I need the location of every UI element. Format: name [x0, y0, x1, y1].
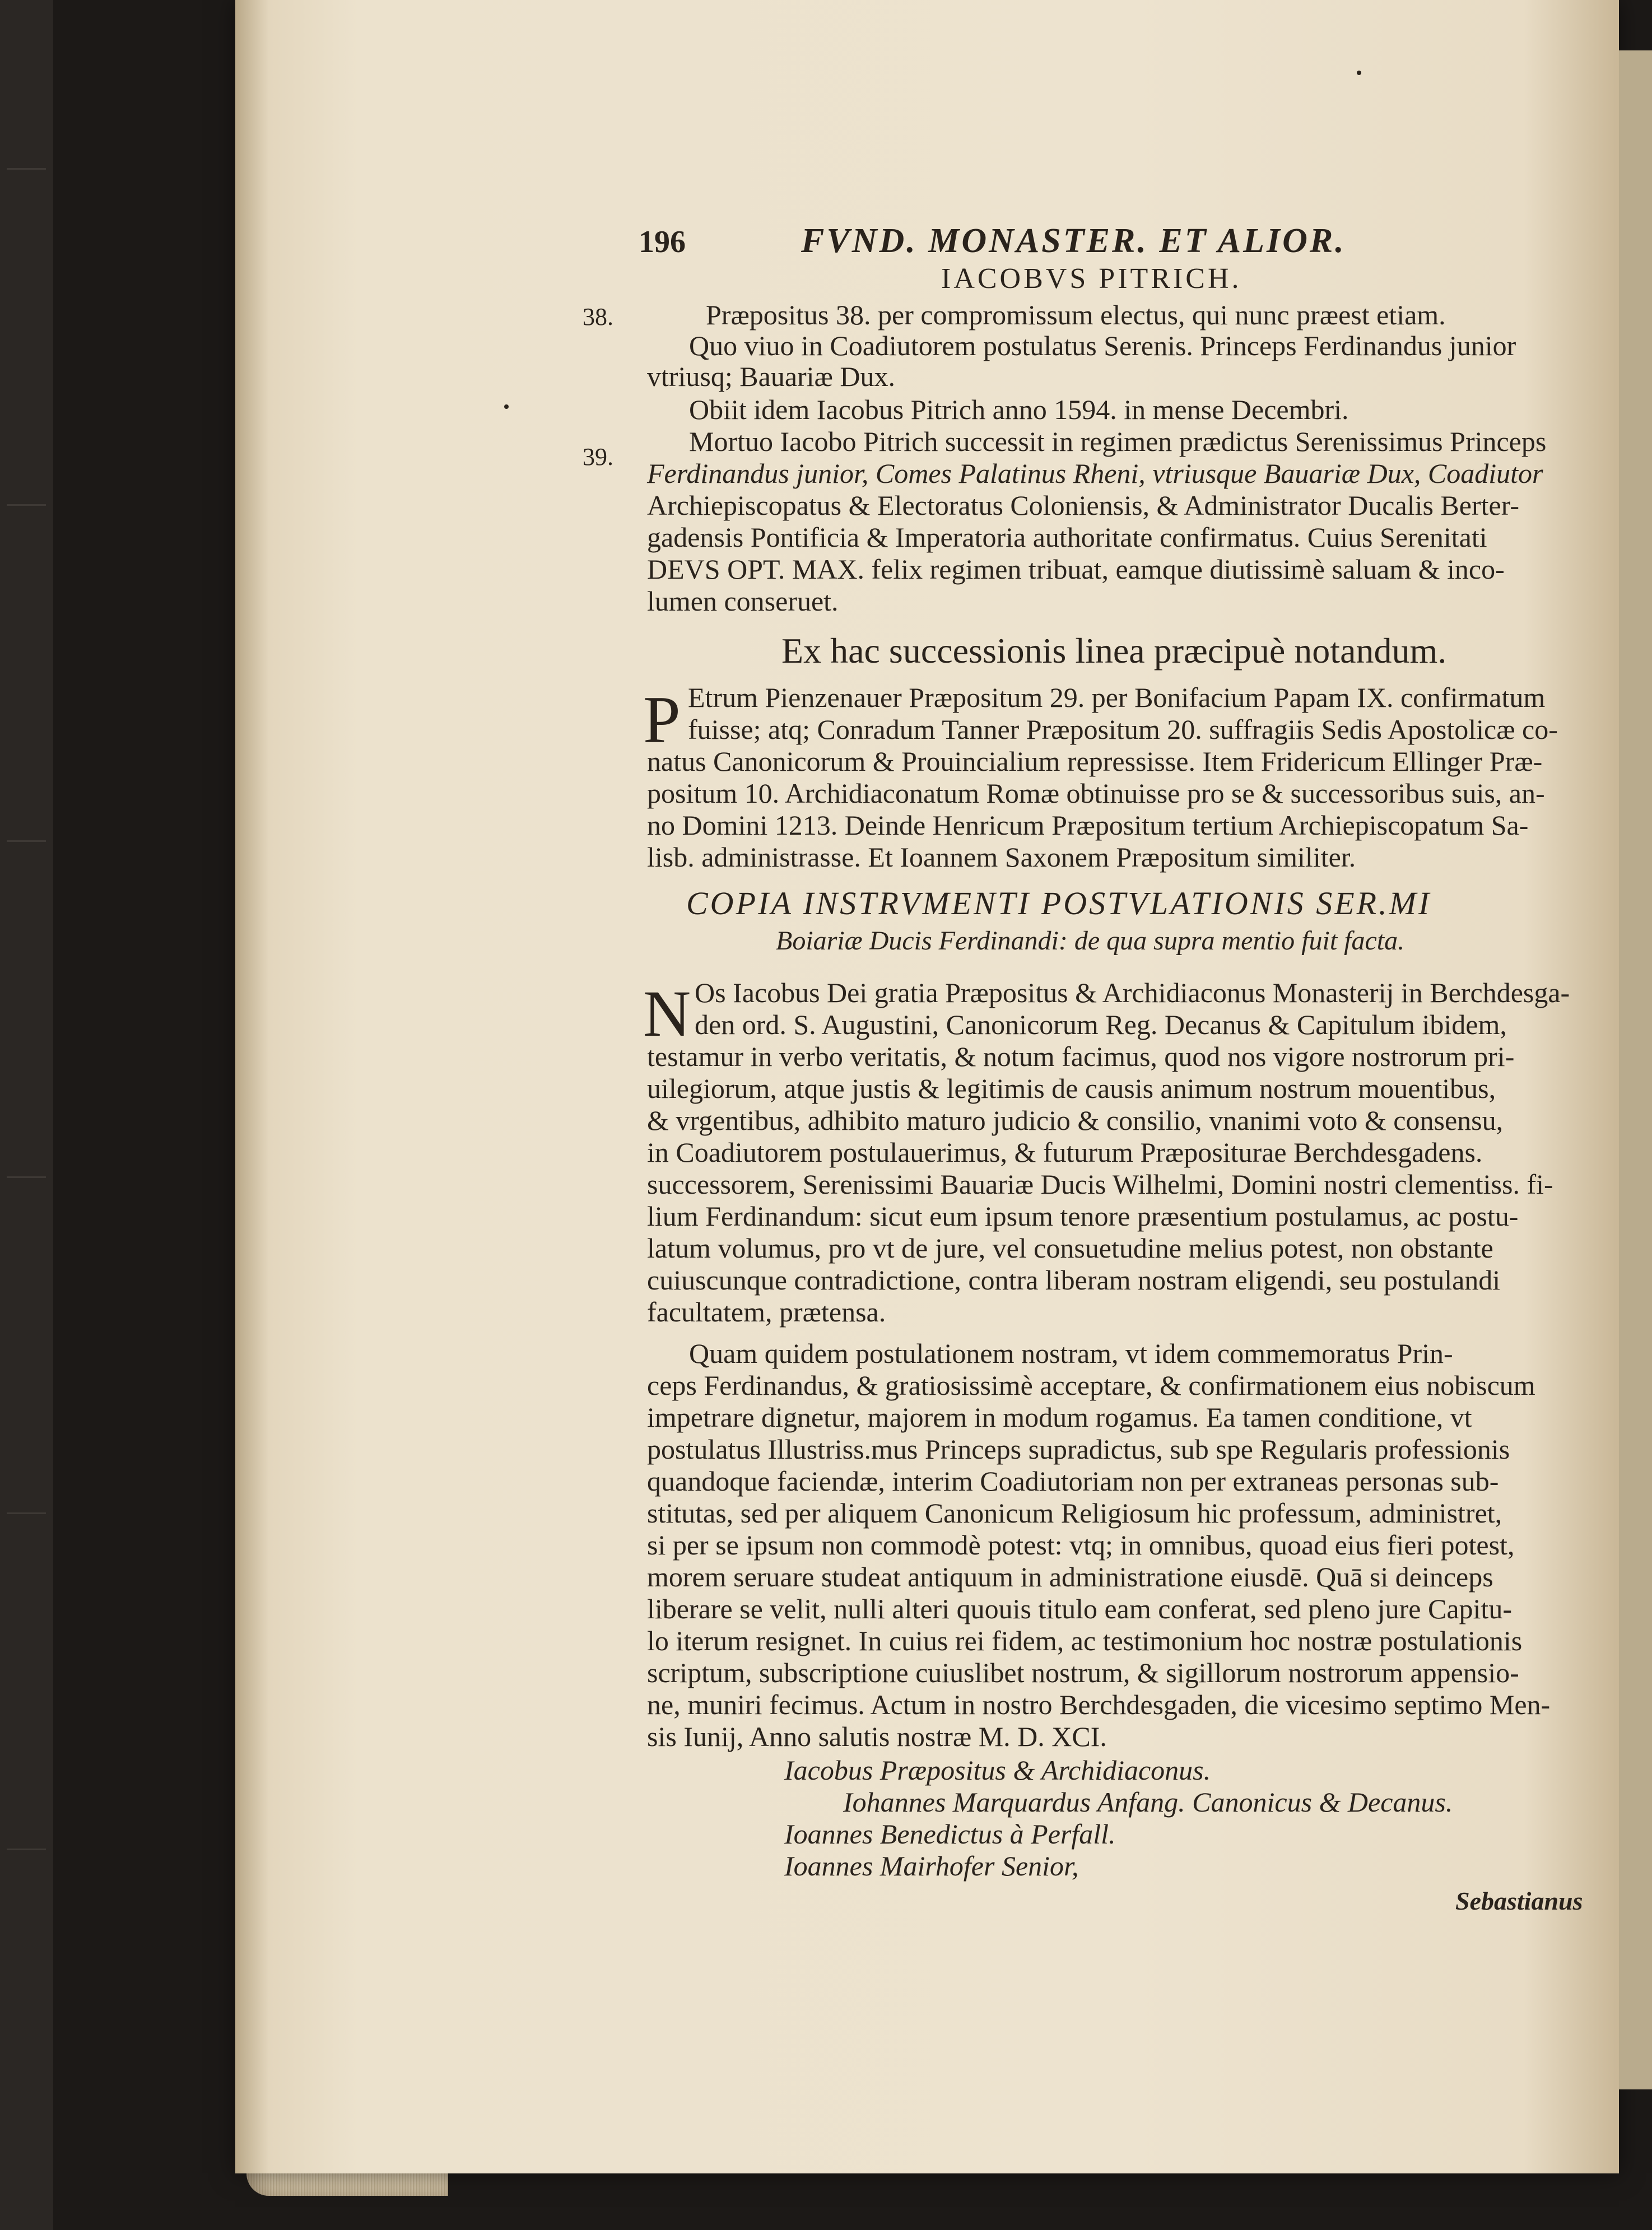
text-line: Præpositus 38. per compromissum electus, qui nunc præest etiam. — [706, 299, 1446, 330]
margin-number-39: 39. — [583, 443, 613, 471]
text-line: Quo viuo in Coadiutorem postulatus Serenis. Princeps Ferdinandus junior — [689, 330, 1516, 361]
text-line: stitutas, sed per aliquem Canonicum Religiosum hic professum, administret, — [647, 1497, 1502, 1529]
signature-line: Iohannes Marquardus Anfang. Canonicus & Decanus. — [843, 1786, 1453, 1818]
catchword: Sebastianus — [1455, 1887, 1583, 1915]
text-line: natus Canonicorum & Prouincialium repressisse. Item Fridericum Ellinger Præ- — [647, 746, 1543, 777]
text-line: sis Iunij, Anno salutis nostræ M. D. XCI. — [647, 1721, 1107, 1752]
text-line: postulatus Illustriss.mus Princeps supradictus, sub spe Regularis professionis — [647, 1433, 1510, 1465]
text-line: scriptum, subscriptione cuiuslibet nostrum, & sigillorum nostrorum appensio- — [647, 1657, 1519, 1688]
drop-cap: P — [643, 682, 681, 757]
text-line: si per se ipsum non commodè potest: vtq; in omnibus, quoad eius fieri potest, — [647, 1529, 1515, 1561]
text-line: Etrum Pienzenauer Præpositum 29. per Bonifacium Papam IX. confirmatum — [688, 682, 1546, 713]
text-line: gadensis Pontificia & Imperatoria authoritate confirmatus. Cuius Serenitati — [647, 522, 1487, 553]
text-line: DEVS OPT. MAX. felix regimen tribuat, eamque diutissimè saluam & inco- — [647, 553, 1505, 585]
margin-dot — [1357, 71, 1361, 75]
text-line: morem seruare studeat antiquum in administratione eiusdē. Quā si deinceps — [647, 1561, 1493, 1593]
text-line: vtriusq; Bauariæ Dux. — [647, 361, 896, 392]
signature-line: Ioannes Benedictus à Perfall. — [784, 1818, 1116, 1850]
text-line: positum 10. Archidiaconatum Romæ obtinuisse pro se & successoribus suis, an- — [647, 778, 1545, 809]
text-line: den ord. S. Augustini, Canonicorum Reg. Decanus & Capitulum ibidem, — [695, 1009, 1507, 1040]
text-line: latum volumus, pro vt de jure, vel consuetudine melius potest, non obstante — [647, 1232, 1493, 1264]
text-line: in Coadiutorem postulauerimus, & futurum Præpositurae Berchdesgadens. — [647, 1137, 1483, 1168]
margin-number-38: 38. — [583, 303, 613, 330]
text-line: successorem, Serenissimi Bauariæ Ducis Wilhelmi, Domini nostri clementiss. fi- — [647, 1168, 1553, 1200]
text-line: impetrare dignetur, majorem in modum rogamus. Ea tamen conditione, vt — [647, 1402, 1472, 1433]
text-line: lumen conseruet. — [647, 585, 839, 617]
text-line: testamur in verbo veritatis, & notum facimus, quod nos vigore nostrorum pri- — [647, 1041, 1515, 1072]
margin-dot — [504, 404, 509, 409]
text-line: & vrgentibus, adhibito maturo judicio & consilio, vnanimi voto & consensu, — [647, 1105, 1504, 1136]
text-line: no Domini 1213. Deinde Henricum Præpositum tertium Archiepiscopatum Sa- — [647, 809, 1529, 841]
running-title: FVND. MONASTER. ET ALIOR. — [801, 222, 1346, 260]
text-line: ne, muniri fecimus. Actum in nostro Berchdesgaden, die vicesimo septimo Men- — [647, 1689, 1551, 1720]
signature-line: Iacobus Præpositus & Archidiaconus. — [784, 1754, 1211, 1786]
text-line: cuiuscunque contradictione, contra liberam nostram eligendi, seu postulandi — [647, 1264, 1501, 1296]
text-line: facultatem, prætensa. — [647, 1296, 886, 1328]
text-line: quandoque faciendæ, interim Coadiutoriam non per extraneas personas sub- — [647, 1465, 1499, 1497]
text-line: uilegiorum, atque justis & legitimis de causis animum nostrum mouentibus, — [647, 1073, 1496, 1104]
text-line: liberare se velit, nulli alteri quouis titulo eam conferat, sed pleno jure Capitu- — [647, 1593, 1512, 1624]
text-line: lo iterum resignet. In cuius rei fidem, ac testimonium hoc nostræ postulationis — [647, 1625, 1523, 1656]
text-line: Archiepiscopatus & Electoratus Coloniensis, & Administrator Ducalis Berter- — [647, 490, 1520, 521]
text-line: Ferdinandus junior, Comes Palatinus Rheni, vtriusque Bauariæ Dux, Coadiutor — [647, 458, 1543, 489]
copia-subheading: Boiariæ Ducis Ferdinandi: de qua supra mentio fuit facta. — [776, 926, 1405, 956]
text-line: lium Ferdinandum: sicut eum ipsum tenore præsentium postulamus, ac postu- — [647, 1200, 1519, 1232]
copia-heading: COPIA INSTRVMENTI POSTVLATIONIS SER.MI — [686, 885, 1432, 921]
notandum-heading: Ex hac successionis linea præcipuè notandum. — [781, 631, 1447, 671]
page-number: 196 — [639, 225, 686, 259]
text-line: Mortuo Iacobo Pitrich successit in regimen prædictus Serenissimus Princeps — [689, 426, 1547, 457]
text-line: Quam quidem postulationem nostram, vt idem commemoratus Prin- — [689, 1338, 1453, 1369]
text-line: Obiit idem Iacobus Pitrich anno 1594. in mense Decembri. — [689, 394, 1349, 425]
text-line: ceps Ferdinandus, & gratiosissimè acceptare, & confirmationem eius nobiscum — [647, 1370, 1535, 1401]
text-line: lisb. administrasse. Et Ioannem Saxonem Præpositum similiter. — [647, 841, 1356, 873]
text-line: fuisse; atq; Conradum Tanner Præpositum 20. suffragiis Sedis Apostolicæ co- — [688, 714, 1558, 745]
text-line: Os Iacobus Dei gratia Præpositus & Archidiaconus Monasterij in Berchdesga- — [695, 977, 1570, 1008]
signature-line: Ioannes Mairhofer Senior, — [784, 1850, 1079, 1882]
drop-cap: N — [643, 977, 691, 1050]
section-heading: IACOBVS PITRICH. — [941, 263, 1242, 295]
